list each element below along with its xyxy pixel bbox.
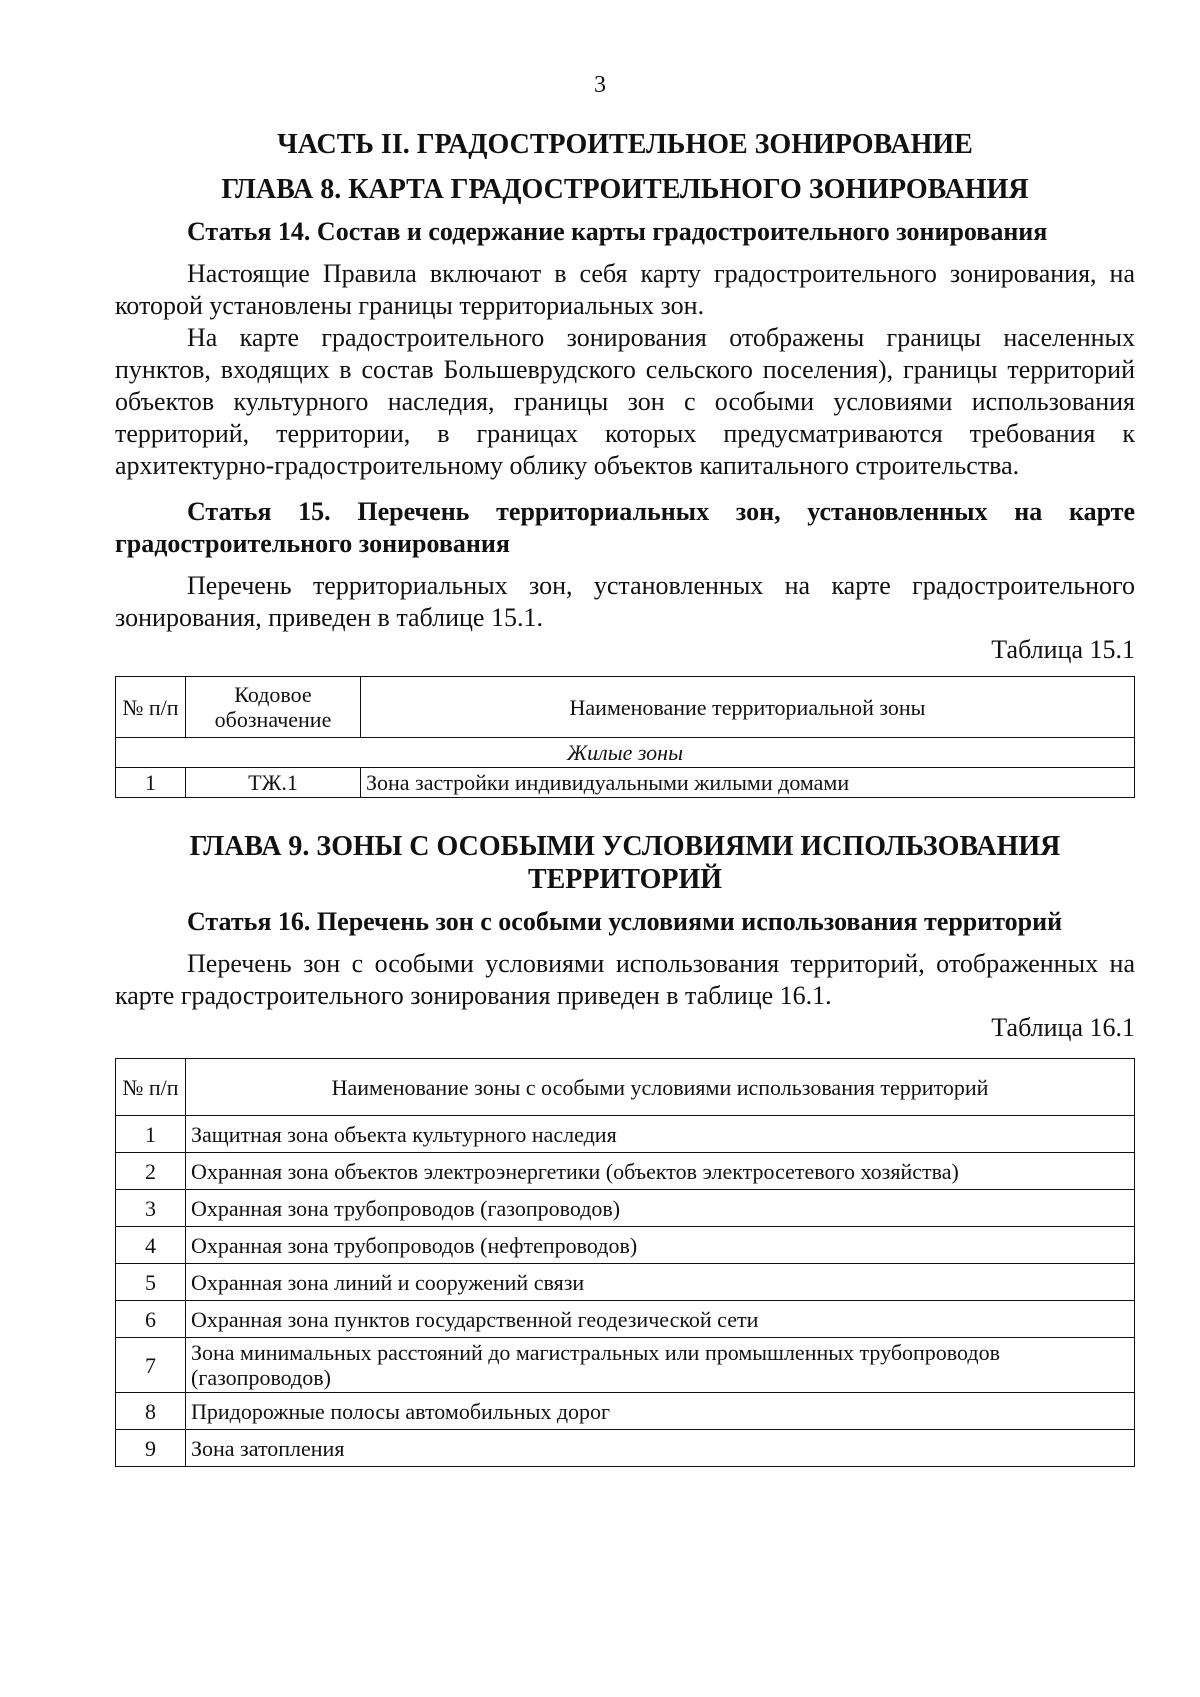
table-row — [116, 1338, 1135, 1393]
row-zone-name: Зона застройки индивидуальными жилыми домами — [361, 768, 1135, 798]
row-zone-name: Охранная зона трубопроводов (газопроводов) — [186, 1190, 1135, 1227]
table-15-1-label: Таблица 15.1 — [991, 635, 1135, 664]
row-code: ТЖ.1 — [186, 768, 361, 798]
table-header-row — [116, 1059, 1135, 1116]
chapter-8-title: ГЛАВА 8. КАРТА ГРАДОСТРОИТЕЛЬНОГО ЗОНИРОВАНИЯ — [221, 174, 1029, 205]
row-zone-name: Зона затопления — [186, 1430, 1135, 1467]
table-group-row — [116, 738, 1135, 768]
header-number: № п/п — [116, 677, 186, 738]
article-16-title: Статья 16. Перечень зон с особыми условиями использования территорий — [187, 907, 1063, 936]
article-16-paragraph-1: Перечень зон с особыми условиями использования территорий, отображенных на карте градостроительного зонирования приведен в таблице 16.1. — [115, 949, 1135, 1010]
header-number: № п/п — [116, 1059, 186, 1116]
table-row — [116, 1227, 1135, 1264]
article-14-paragraph-2: На карте градостроительного зонирования отображены границы населенных пунктов, входящих в состав Большеврудского сельского поселения), границы территорий объектов культурного наследия, границы зон с особыми условиями использования территорий, территории, в границах которых предусматриваются требования к архитектурно-градостроительному облику объектов капитального строительства. — [115, 323, 1135, 480]
row-zone-name: Охранная зона трубопроводов (нефтепроводов) — [186, 1227, 1135, 1264]
row-zone-name: Охранная зона линий и сооружений связи — [186, 1264, 1135, 1301]
header-code: Кодовое обозначение — [186, 677, 361, 738]
table-16-1-label: Таблица 16.1 — [991, 1013, 1135, 1042]
table-row — [116, 1264, 1135, 1301]
row-number: 1 — [116, 1116, 186, 1153]
row-number: 5 — [116, 1264, 186, 1301]
row-number: 6 — [116, 1301, 186, 1338]
row-number: 2 — [116, 1153, 186, 1190]
article-15-title: Статья 15. Перечень территориальных зон, установленных на карте градостроительного зонирования — [115, 497, 1135, 558]
row-number: 7 — [116, 1338, 186, 1393]
row-zone-name: Зона минимальных расстояний до магистральных или промышленных трубопроводов (газопроводов) — [186, 1338, 1135, 1393]
article-15-paragraph-1: Перечень территориальных зон, установленных на карте градостроительного зонирования, приведен в таблице 15.1. — [115, 571, 1135, 632]
table-row — [116, 1116, 1135, 1153]
row-number: 8 — [116, 1393, 186, 1430]
table-header-row — [116, 677, 1135, 738]
table-row — [116, 1301, 1135, 1338]
chapter-9-title: ГЛАВА 9. ЗОНЫ С ОСОБЫМИ УСЛОВИЯМИ ИСПОЛЬЗОВАНИЯ ТЕРРИТОРИЙ — [189, 831, 1061, 895]
part-title: ЧАСТЬ II. ГРАДОСТРОИТЕЛЬНОЕ ЗОНИРОВАНИЕ — [277, 129, 973, 160]
table-row — [116, 1190, 1135, 1227]
row-number: 4 — [116, 1227, 186, 1264]
table-row — [116, 768, 1135, 798]
row-zone-name: Защитная зона объекта культурного наследия — [186, 1116, 1135, 1153]
page-content — [115, 128, 1135, 1467]
table-row — [116, 1393, 1135, 1430]
table-16-1 — [115, 1058, 1135, 1467]
group-residential-zones: Жилые зоны — [116, 738, 1135, 768]
row-zone-name: Придорожные полосы автомобильных дорог — [186, 1393, 1135, 1430]
article-14-paragraph-1: Настоящие Правила включают в себя карту градостроительного зонирования, на которой установлены границы территориальных зон. — [115, 259, 1135, 320]
row-number: 9 — [116, 1430, 186, 1467]
row-zone-name: Охранная зона пунктов государственной геодезической сети — [186, 1301, 1135, 1338]
article-14-title: Статья 14. Состав и содержание карты градостроительного зонирования — [187, 217, 1048, 246]
table-row — [116, 1153, 1135, 1190]
page-number: 3 — [594, 72, 606, 98]
row-number: 3 — [116, 1190, 186, 1227]
row-zone-name: Охранная зона объектов электроэнергетики (объектов электросетевого хозяйства) — [186, 1153, 1135, 1190]
row-number: 1 — [116, 768, 186, 798]
table-row — [116, 1430, 1135, 1467]
table-15-1 — [115, 676, 1135, 798]
header-zone-name: Наименование территориальной зоны — [361, 677, 1135, 738]
header-zone-name: Наименование зоны с особыми условиями использования территорий — [186, 1059, 1135, 1116]
